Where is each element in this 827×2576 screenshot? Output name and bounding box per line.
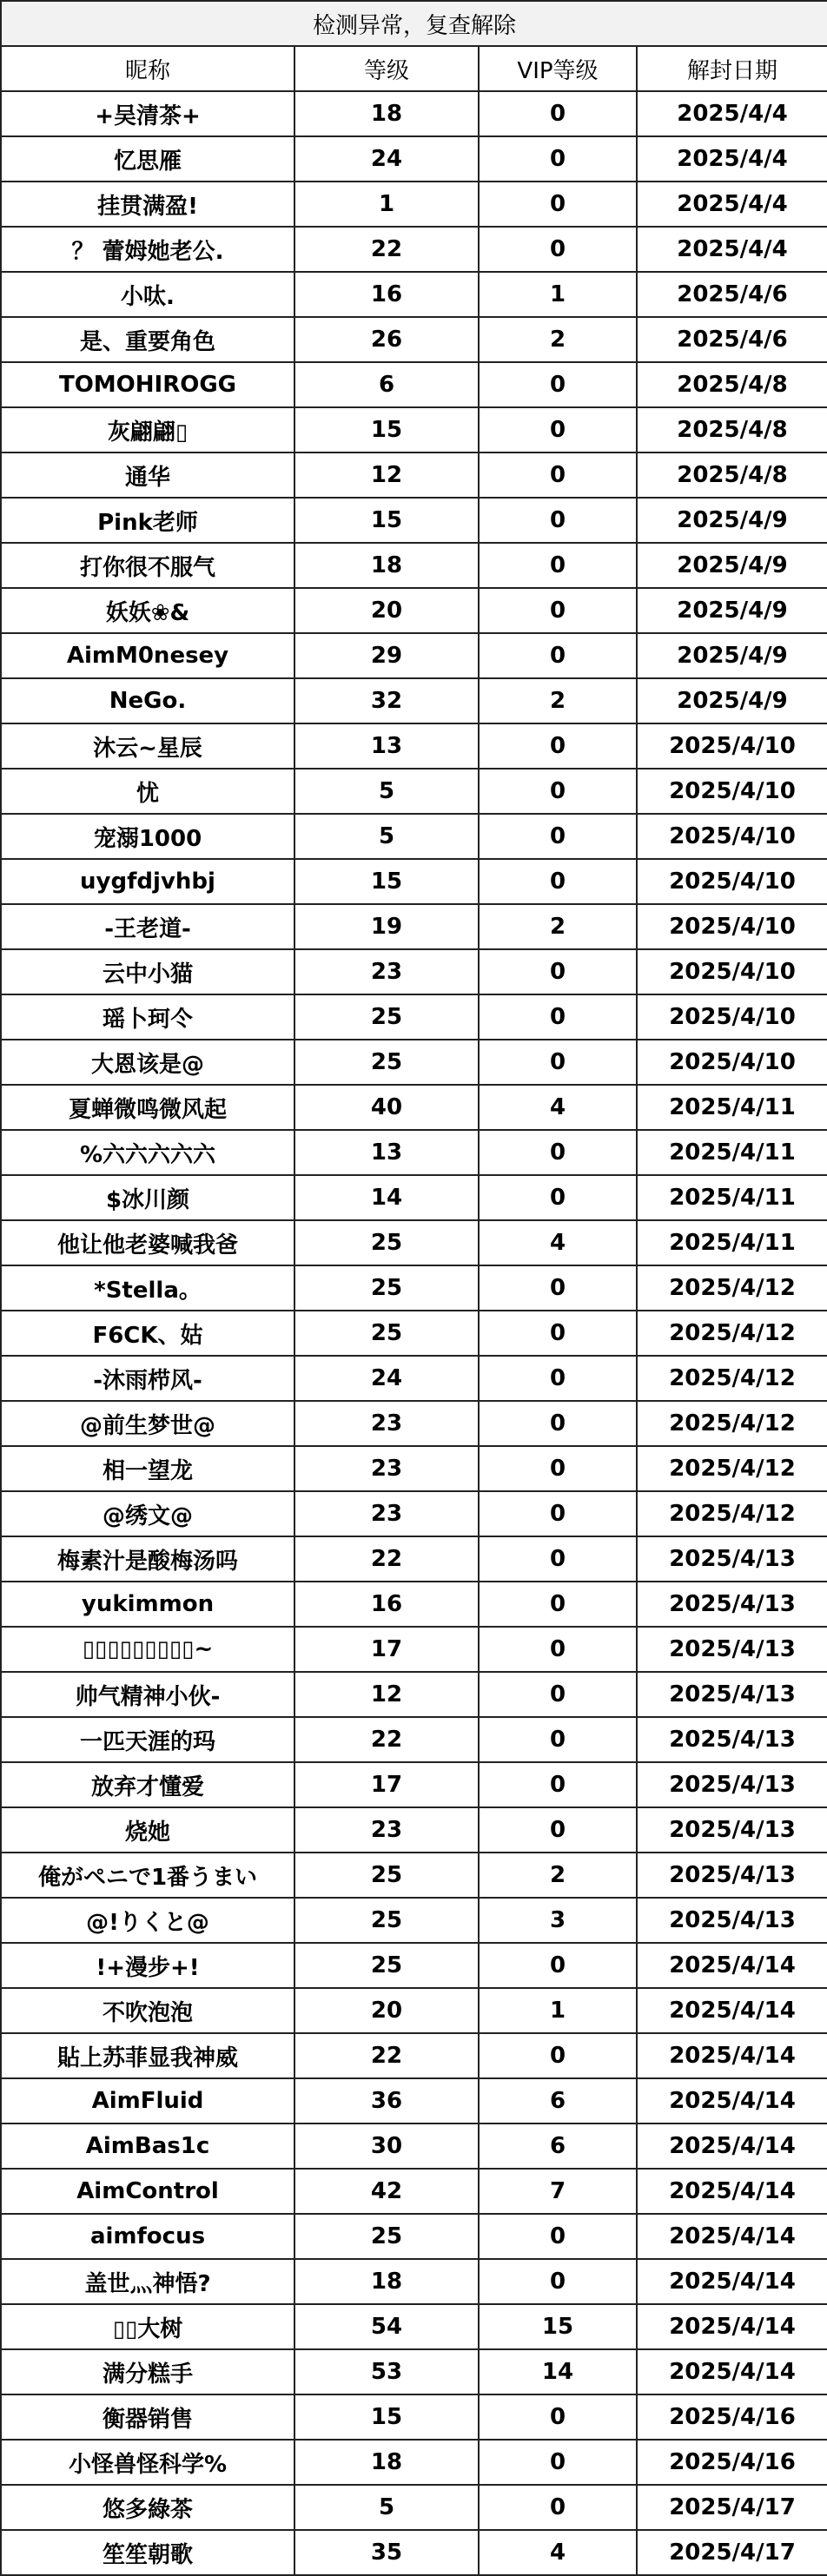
cell-unban-date: 2025/4/17 <box>637 2530 827 2575</box>
cell-level: 25 <box>294 2214 479 2259</box>
cell-nickname: 放弃才懂爱 <box>1 1762 294 1807</box>
cell-unban-date: 2025/4/14 <box>637 1988 827 2033</box>
cell-level: 6 <box>294 362 479 407</box>
cell-unban-date: 2025/4/6 <box>637 317 827 362</box>
cell-level: 25 <box>294 1220 479 1265</box>
cell-unban-date: 2025/4/9 <box>637 633 827 678</box>
table-row <box>1 1265 827 1311</box>
table-row <box>1 2214 827 2259</box>
table-row <box>1 182 827 227</box>
cell-unban-date: 2025/4/13 <box>637 1717 827 1762</box>
cell-unban-date: 2025/4/10 <box>637 723 827 769</box>
table-row <box>1 1040 827 1085</box>
cell-vip-level: 0 <box>479 1265 637 1311</box>
cell-vip-level: 0 <box>479 2394 637 2440</box>
cell-unban-date: 2025/4/10 <box>637 994 827 1040</box>
cell-vip-level: 0 <box>479 769 637 814</box>
header-row <box>1 46 827 91</box>
cell-unban-date: 2025/4/4 <box>637 227 827 272</box>
cell-level: 29 <box>294 633 479 678</box>
table-row <box>1 407 827 452</box>
cell-level: 25 <box>294 1853 479 1898</box>
cell-level: 18 <box>294 2440 479 2485</box>
cell-vip-level: 0 <box>479 1807 637 1853</box>
cell-vip-level: 6 <box>479 2124 637 2169</box>
cell-vip-level: 0 <box>479 723 637 769</box>
cell-vip-level: 0 <box>479 2033 637 2078</box>
table-row <box>1 1536 827 1582</box>
cell-vip-level: 0 <box>479 1446 637 1491</box>
table-row <box>1 317 827 362</box>
cell-unban-date: 2025/4/14 <box>637 2259 827 2304</box>
cell-vip-level: 0 <box>479 91 637 136</box>
cell-level: 25 <box>294 1311 479 1356</box>
cell-unban-date: 2025/4/14 <box>637 2304 827 2349</box>
cell-vip-level: 0 <box>479 1627 637 1672</box>
cell-vip-level: 0 <box>479 2485 637 2530</box>
cell-nickname: Pink老师 <box>1 498 294 543</box>
cell-vip-level: 0 <box>479 633 637 678</box>
cell-nickname: 俺がペニで1番うまい <box>1 1853 294 1898</box>
cell-level: 53 <box>294 2349 479 2394</box>
cell-unban-date: 2025/4/11 <box>637 1130 827 1175</box>
cell-level: 25 <box>294 1943 479 1988</box>
cell-vip-level: 1 <box>479 1988 637 2033</box>
cell-vip-level: 0 <box>479 1175 637 1220</box>
cell-level: 5 <box>294 2485 479 2530</box>
table-row <box>1 1085 827 1130</box>
cell-vip-level: 0 <box>479 814 637 859</box>
cell-nickname: TOMOHIROGG <box>1 362 294 407</box>
table-row <box>1 1898 827 1943</box>
cell-nickname: 梅素汁是酸梅汤吗 <box>1 1536 294 1582</box>
cell-unban-date: 2025/4/9 <box>637 498 827 543</box>
table-row <box>1 1807 827 1853</box>
table-row <box>1 1717 827 1762</box>
cell-vip-level: 0 <box>479 498 637 543</box>
cell-unban-date: 2025/4/14 <box>637 2033 827 2078</box>
cell-nickname: 悠多綠茶 <box>1 2485 294 2530</box>
table-row <box>1 1311 827 1356</box>
cell-nickname: F6CK、姑 <box>1 1311 294 1356</box>
cell-nickname: 通华 <box>1 452 294 498</box>
cell-unban-date: 2025/4/9 <box>637 588 827 633</box>
cell-level: 26 <box>294 317 479 362</box>
cell-unban-date: 2025/4/14 <box>637 2349 827 2394</box>
cell-unban-date: 2025/4/11 <box>637 1220 827 1265</box>
table-row <box>1 1672 827 1717</box>
cell-unban-date: 2025/4/8 <box>637 407 827 452</box>
cell-vip-level: 3 <box>479 1898 637 1943</box>
cell-nickname: @绣文@ <box>1 1491 294 1536</box>
cell-unban-date: 2025/4/11 <box>637 1085 827 1130</box>
table-row <box>1 2394 827 2440</box>
cell-unban-date: 2025/4/8 <box>637 362 827 407</box>
cell-level: 25 <box>294 1040 479 1085</box>
cell-unban-date: 2025/4/14 <box>637 2078 827 2124</box>
table-row <box>1 678 827 723</box>
cell-level: 15 <box>294 2394 479 2440</box>
cell-level: 22 <box>294 1717 479 1762</box>
cell-vip-level: 0 <box>479 1356 637 1401</box>
cell-unban-date: 2025/4/12 <box>637 1401 827 1446</box>
cell-level: 25 <box>294 994 479 1040</box>
table-row <box>1 2124 827 2169</box>
cell-unban-date: 2025/4/10 <box>637 1040 827 1085</box>
cell-level: 15 <box>294 498 479 543</box>
cell-unban-date: 2025/4/14 <box>637 2169 827 2214</box>
cell-unban-date: 2025/4/6 <box>637 272 827 317</box>
cell-nickname: ？ 蕾姆她老公. <box>1 227 294 272</box>
cell-level: 13 <box>294 723 479 769</box>
cell-nickname: +吴清茶+ <box>1 91 294 136</box>
cell-level: 18 <box>294 543 479 588</box>
cell-vip-level: 15 <box>479 2304 637 2349</box>
cell-nickname: yukimmon <box>1 1582 294 1627</box>
cell-vip-level: 4 <box>479 1220 637 1265</box>
cell-level: 23 <box>294 1807 479 1853</box>
cell-unban-date: 2025/4/14 <box>637 2124 827 2169</box>
table-row <box>1 1401 827 1446</box>
cell-nickname: 盖世灬神悟? <box>1 2259 294 2304</box>
cell-vip-level: 0 <box>479 2440 637 2485</box>
table-row <box>1 859 827 904</box>
cell-nickname: 灰翩翩▯ <box>1 407 294 452</box>
cell-vip-level: 0 <box>479 1040 637 1085</box>
cell-vip-level: 0 <box>479 2259 637 2304</box>
table-row <box>1 994 827 1040</box>
cell-vip-level: 0 <box>479 1401 637 1446</box>
cell-unban-date: 2025/4/13 <box>637 1536 827 1582</box>
cell-nickname: 瑶卜珂仒 <box>1 994 294 1040</box>
cell-level: 12 <box>294 452 479 498</box>
table-row <box>1 1762 827 1807</box>
table-row <box>1 723 827 769</box>
cell-vip-level: 0 <box>479 994 637 1040</box>
cell-level: 24 <box>294 136 479 182</box>
cell-unban-date: 2025/4/14 <box>637 2214 827 2259</box>
cell-vip-level: 2 <box>479 678 637 723</box>
header-level: 等级 <box>294 46 479 91</box>
cell-level: 23 <box>294 1401 479 1446</box>
cell-unban-date: 2025/4/13 <box>637 1807 827 1853</box>
cell-level: 32 <box>294 678 479 723</box>
cell-unban-date: 2025/4/10 <box>637 769 827 814</box>
table-row <box>1 498 827 543</box>
table-row <box>1 2169 827 2214</box>
cell-level: 25 <box>294 1265 479 1311</box>
cell-level: 23 <box>294 1491 479 1536</box>
cell-level: 24 <box>294 1356 479 1401</box>
cell-nickname: 小呔. <box>1 272 294 317</box>
cell-unban-date: 2025/4/11 <box>637 1175 827 1220</box>
cell-vip-level: 0 <box>479 407 637 452</box>
cell-level: 17 <box>294 1627 479 1672</box>
title-row <box>1 1 827 46</box>
cell-unban-date: 2025/4/10 <box>637 859 827 904</box>
cell-unban-date: 2025/4/10 <box>637 814 827 859</box>
table-row <box>1 1356 827 1401</box>
cell-level: 16 <box>294 1582 479 1627</box>
cell-unban-date: 2025/4/13 <box>637 1627 827 1672</box>
table-row <box>1 1446 827 1491</box>
cell-level: 23 <box>294 1446 479 1491</box>
cell-unban-date: 2025/4/16 <box>637 2394 827 2440</box>
cell-nickname: 衡器销售 <box>1 2394 294 2440</box>
cell-unban-date: 2025/4/4 <box>637 91 827 136</box>
cell-vip-level: 0 <box>479 1717 637 1762</box>
cell-unban-date: 2025/4/9 <box>637 543 827 588</box>
cell-unban-date: 2025/4/4 <box>637 182 827 227</box>
cell-vip-level: 1 <box>479 272 637 317</box>
cell-level: 15 <box>294 859 479 904</box>
cell-vip-level: 0 <box>479 2214 637 2259</box>
cell-vip-level: 0 <box>479 859 637 904</box>
cell-vip-level: 6 <box>479 2078 637 2124</box>
cell-nickname: uygfdjvhbj <box>1 859 294 904</box>
cell-nickname: 云中小猫 <box>1 949 294 994</box>
cell-unban-date: 2025/4/12 <box>637 1265 827 1311</box>
table-row <box>1 2440 827 2485</box>
cell-vip-level: 2 <box>479 1853 637 1898</box>
cell-nickname: 帅气精神小伙- <box>1 1672 294 1717</box>
table-row <box>1 1491 827 1536</box>
cell-level: 22 <box>294 227 479 272</box>
cell-nickname: 妖妖❀& <box>1 588 294 633</box>
cell-level: 5 <box>294 814 479 859</box>
cell-nickname: 忆思雁 <box>1 136 294 182</box>
table-row <box>1 2304 827 2349</box>
cell-level: 14 <box>294 1175 479 1220</box>
cell-nickname: 小怪兽怪科学% <box>1 2440 294 2485</box>
cell-level: 16 <box>294 272 479 317</box>
table-row <box>1 362 827 407</box>
cell-level: 17 <box>294 1762 479 1807</box>
cell-nickname: AimControl <box>1 2169 294 2214</box>
cell-unban-date: 2025/4/13 <box>637 1853 827 1898</box>
cell-level: 5 <box>294 769 479 814</box>
table-row <box>1 272 827 317</box>
table-row <box>1 2485 827 2530</box>
cell-level: 22 <box>294 2033 479 2078</box>
table-row <box>1 1853 827 1898</box>
cell-unban-date: 2025/4/10 <box>637 904 827 949</box>
cell-vip-level: 0 <box>479 1311 637 1356</box>
table-row <box>1 2349 827 2394</box>
cell-nickname: 忧 <box>1 769 294 814</box>
cell-unban-date: 2025/4/12 <box>637 1356 827 1401</box>
cell-vip-level: 0 <box>479 1762 637 1807</box>
table-row <box>1 1220 827 1265</box>
cell-level: 35 <box>294 2530 479 2575</box>
cell-level: 20 <box>294 1988 479 2033</box>
cell-vip-level: 7 <box>479 2169 637 2214</box>
cell-nickname: 打你很不服气 <box>1 543 294 588</box>
cell-unban-date: 2025/4/13 <box>637 1898 827 1943</box>
cell-unban-date: 2025/4/9 <box>637 678 827 723</box>
cell-vip-level: 0 <box>479 1491 637 1536</box>
table-row <box>1 1988 827 2033</box>
cell-nickname: 笙笙朝歌 <box>1 2530 294 2575</box>
cell-nickname: *Stella。 <box>1 1265 294 1311</box>
table-row <box>1 904 827 949</box>
cell-nickname: 夏蝉微鸣微风起 <box>1 1085 294 1130</box>
cell-level: 40 <box>294 1085 479 1130</box>
cell-nickname: -沐雨栉风- <box>1 1356 294 1401</box>
cell-level: 54 <box>294 2304 479 2349</box>
cell-vip-level: 0 <box>479 227 637 272</box>
cell-level: 42 <box>294 2169 479 2214</box>
cell-nickname: AimM0nesey <box>1 633 294 678</box>
cell-level: 18 <box>294 2259 479 2304</box>
table-row <box>1 2033 827 2078</box>
cell-nickname: 是、重要角色 <box>1 317 294 362</box>
cell-nickname: $冰川颜 <box>1 1175 294 1220</box>
table-row <box>1 1175 827 1220</box>
cell-nickname: 满分糕手 <box>1 2349 294 2394</box>
cell-vip-level: 4 <box>479 1085 637 1130</box>
table-row <box>1 136 827 182</box>
table-row <box>1 1943 827 1988</box>
cell-level: 20 <box>294 588 479 633</box>
cell-unban-date: 2025/4/12 <box>637 1446 827 1491</box>
cell-vip-level: 0 <box>479 182 637 227</box>
cell-nickname: 沐云~星辰 <box>1 723 294 769</box>
header-unban-date: 解封日期 <box>637 46 827 91</box>
cell-vip-level: 0 <box>479 362 637 407</box>
cell-vip-level: 0 <box>479 1130 637 1175</box>
cell-nickname: 不吹泡泡 <box>1 1988 294 2033</box>
table-row <box>1 2078 827 2124</box>
cell-nickname: ▯▯大树 <box>1 2304 294 2349</box>
cell-nickname: @!りくと@ <box>1 1898 294 1943</box>
cell-vip-level: 14 <box>479 2349 637 2394</box>
cell-nickname: 一匹天涯的玛 <box>1 1717 294 1762</box>
cell-unban-date: 2025/4/14 <box>637 1943 827 1988</box>
table-row <box>1 588 827 633</box>
table-row <box>1 452 827 498</box>
cell-unban-date: 2025/4/13 <box>637 1762 827 1807</box>
cell-nickname: 他让他老婆喊我爸 <box>1 1220 294 1265</box>
cell-nickname: 宠溺1000 <box>1 814 294 859</box>
header-vip-level: VIP等级 <box>479 46 637 91</box>
cell-unban-date: 2025/4/17 <box>637 2485 827 2530</box>
cell-vip-level: 0 <box>479 452 637 498</box>
cell-unban-date: 2025/4/13 <box>637 1672 827 1717</box>
cell-nickname: aimfocus <box>1 2214 294 2259</box>
cell-nickname: 挂贯满盈! <box>1 182 294 227</box>
table-row <box>1 814 827 859</box>
header-nickname: 昵称 <box>1 46 294 91</box>
table-row <box>1 633 827 678</box>
cell-level: 15 <box>294 407 479 452</box>
cell-vip-level: 2 <box>479 317 637 362</box>
cell-level: 12 <box>294 1672 479 1717</box>
cell-nickname: AimFluid <box>1 2078 294 2124</box>
table-row <box>1 227 827 272</box>
cell-vip-level: 0 <box>479 1536 637 1582</box>
table-row <box>1 949 827 994</box>
cell-level: 18 <box>294 91 479 136</box>
cell-level: 30 <box>294 2124 479 2169</box>
cell-level: 23 <box>294 949 479 994</box>
cell-unban-date: 2025/4/10 <box>637 949 827 994</box>
cell-nickname: %六六六六六 <box>1 1130 294 1175</box>
cell-unban-date: 2025/4/13 <box>637 1582 827 1627</box>
cell-unban-date: 2025/4/16 <box>637 2440 827 2485</box>
cell-nickname: 烧她 <box>1 1807 294 1853</box>
cell-vip-level: 0 <box>479 1943 637 1988</box>
table-row <box>1 769 827 814</box>
cell-unban-date: 2025/4/8 <box>637 452 827 498</box>
cell-level: 25 <box>294 1898 479 1943</box>
cell-level: 19 <box>294 904 479 949</box>
cell-vip-level: 0 <box>479 1672 637 1717</box>
table-row <box>1 543 827 588</box>
cell-nickname: AimBas1c <box>1 2124 294 2169</box>
cell-vip-level: 0 <box>479 1582 637 1627</box>
cell-vip-level: 0 <box>479 136 637 182</box>
table-row <box>1 91 827 136</box>
table-row <box>1 1582 827 1627</box>
cell-nickname: ▯▯▯▯▯▯▯▯▯~ <box>1 1627 294 1672</box>
cell-nickname: 大恩该是@ <box>1 1040 294 1085</box>
cell-nickname: !+漫步+! <box>1 1943 294 1988</box>
table-row <box>1 2259 827 2304</box>
cell-unban-date: 2025/4/12 <box>637 1311 827 1356</box>
cell-nickname: -王老道- <box>1 904 294 949</box>
cell-level: 13 <box>294 1130 479 1175</box>
cell-vip-level: 0 <box>479 588 637 633</box>
cell-vip-level: 4 <box>479 2530 637 2575</box>
table-body <box>1 91 827 2575</box>
cell-level: 22 <box>294 1536 479 1582</box>
cell-nickname: 貼上苏菲显我神威 <box>1 2033 294 2078</box>
cell-level: 1 <box>294 182 479 227</box>
table-title: 检测异常，复查解除 <box>1 1 827 46</box>
cell-nickname: @前生梦世@ <box>1 1401 294 1446</box>
cell-nickname: NeGo. <box>1 678 294 723</box>
cell-unban-date: 2025/4/4 <box>637 136 827 182</box>
cell-vip-level: 0 <box>479 949 637 994</box>
table-row <box>1 2530 827 2575</box>
table-row <box>1 1130 827 1175</box>
cell-nickname: 相一望龙 <box>1 1446 294 1491</box>
cell-unban-date: 2025/4/12 <box>637 1491 827 1536</box>
table-row <box>1 1627 827 1672</box>
cell-level: 36 <box>294 2078 479 2124</box>
cell-vip-level: 2 <box>479 904 637 949</box>
cell-vip-level: 0 <box>479 543 637 588</box>
